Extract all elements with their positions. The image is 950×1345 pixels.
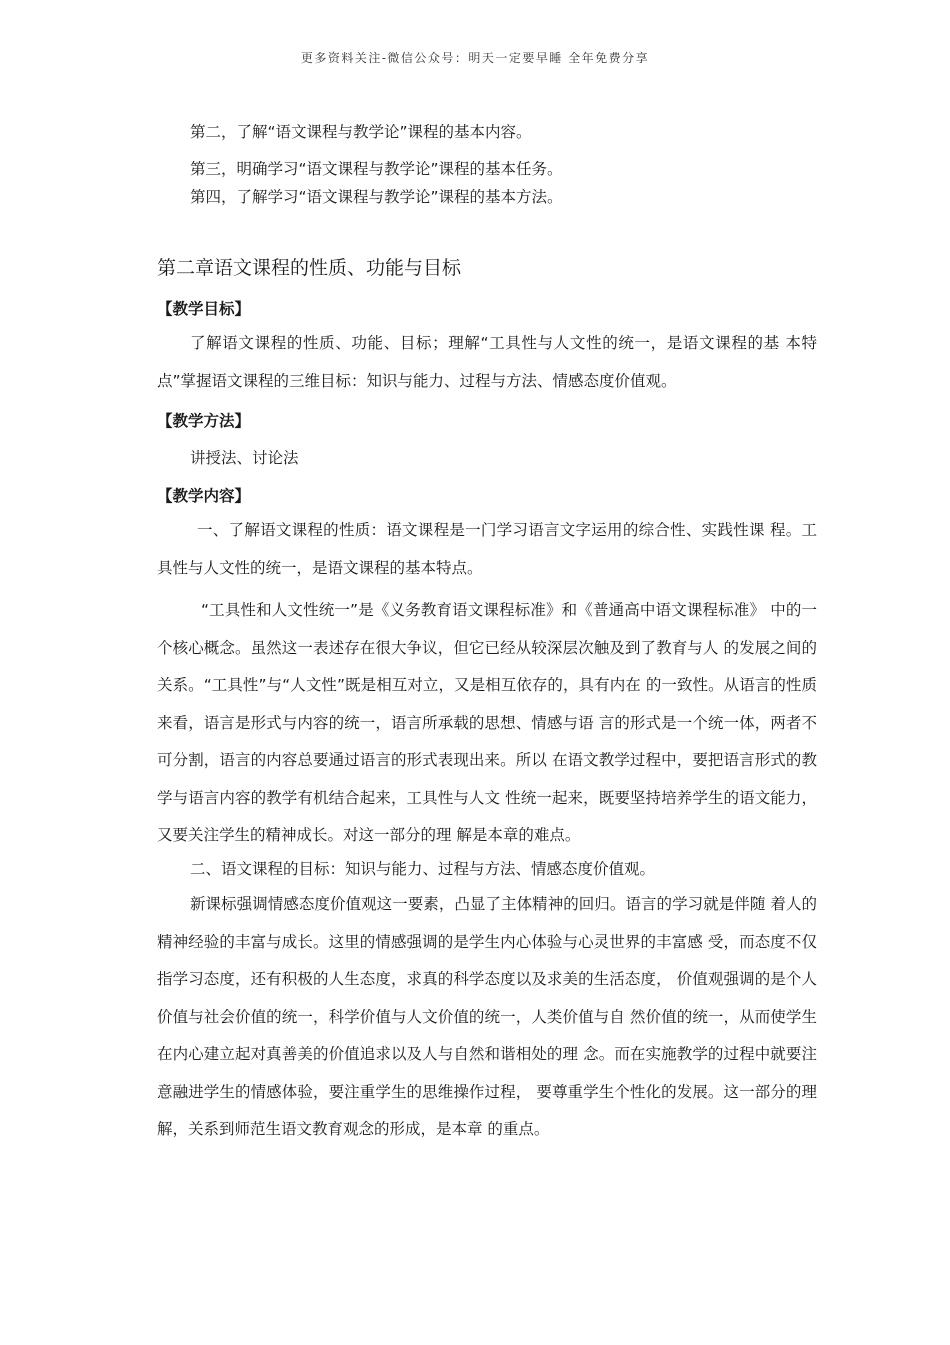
- teaching-goals-heading: 【教学目标】: [157, 300, 251, 318]
- content-paragraph-3: 二、语文课程的目标：知识与能力、过程与方法、情感态度价值观。: [190, 860, 656, 878]
- chapter-title: 第二章语文课程的性质、功能与目标: [157, 257, 462, 279]
- intro-item-4: 第四，了解学习“语文课程与教学论”课程的基本方法。: [190, 188, 563, 206]
- page-header-notice: 更多资料关注-微信公众号：明天一定要早睡 全年免费分享: [300, 51, 650, 65]
- content-paragraph-2: “工具性和人文性统一”是《义务教育语文课程标准》和《普通高中语文课程标准》 中的一个核心概念。虽然这一表述存在很大争议，但它已经从较深层次触及到了教育与人 的发展之间的关系。“工具性”与“人文性”既是相互对立，又是相互依存的，具有内在 的一致性。从语言的性质来看，语言是形式与内容的统一，语言所承载的思想、情感与语 言的形式是一个统一体，两者不可分割，语言的内容总要通过语言的形式表现出来。所以 在语文教学过程中，要把语言形式的教学与语言内容的教学有机结合起来，工具性与人文 性统一起来，既要坚持培养学生的语文能力，又要关注学生的精神成长。对这一部分的理 解是本章的难点。: [157, 601, 817, 844]
- teaching-methods-heading: 【教学方法】: [157, 412, 251, 430]
- content-paragraph-1: 一、了解语文课程的性质：语文课程是一门学习语言文字运用的综合性、实践性课 程。工具性与人文性的统一，是语文课程的基本特点。: [157, 521, 817, 577]
- intro-item-3: 第三，明确学习“语文课程与教学论”课程的基本任务。: [190, 160, 563, 178]
- teaching-content-heading: 【教学内容】: [157, 487, 251, 505]
- intro-item-2: 第二，了解“语文课程与教学论”课程的基本内容。: [190, 123, 532, 141]
- teaching-methods-text: 讲授法、讨论法: [190, 449, 299, 467]
- teaching-goals-text: 了解语文课程的性质、功能、目标；理解“工具性与人文性的统一，是语文课程的基 本特点”掌握语文课程的三维目标：知识与能力、过程与方法、情感态度价值观。: [157, 334, 817, 390]
- content-paragraph-4: 新课标强调情感态度价值观这一要素，凸显了主体精神的回归。语言的学习就是伴随 着人的精神经验的丰富与成长。这里的情感强调的是学生内心体验与心灵世界的丰富感 受，而态度不仅指学习态度，还有积极的人生态度，求真的科学态度以及求美的生活态度， 价值观强调的是个人价值与社会价值的统一，科学价值与人文价值的统一，人类价值与自 然价值的统一，从而使学生在内心建立起对真善美的价值追求以及人与自然和谐相处的理 念。而在实施教学的过程中就要注意融进学生的情感体验，要注重学生的思维操作过程， 要尊重学生个性化的发展。这一部分的理解，关系到师范生语文教育观念的形成，是本章 的重点。: [157, 895, 817, 1138]
